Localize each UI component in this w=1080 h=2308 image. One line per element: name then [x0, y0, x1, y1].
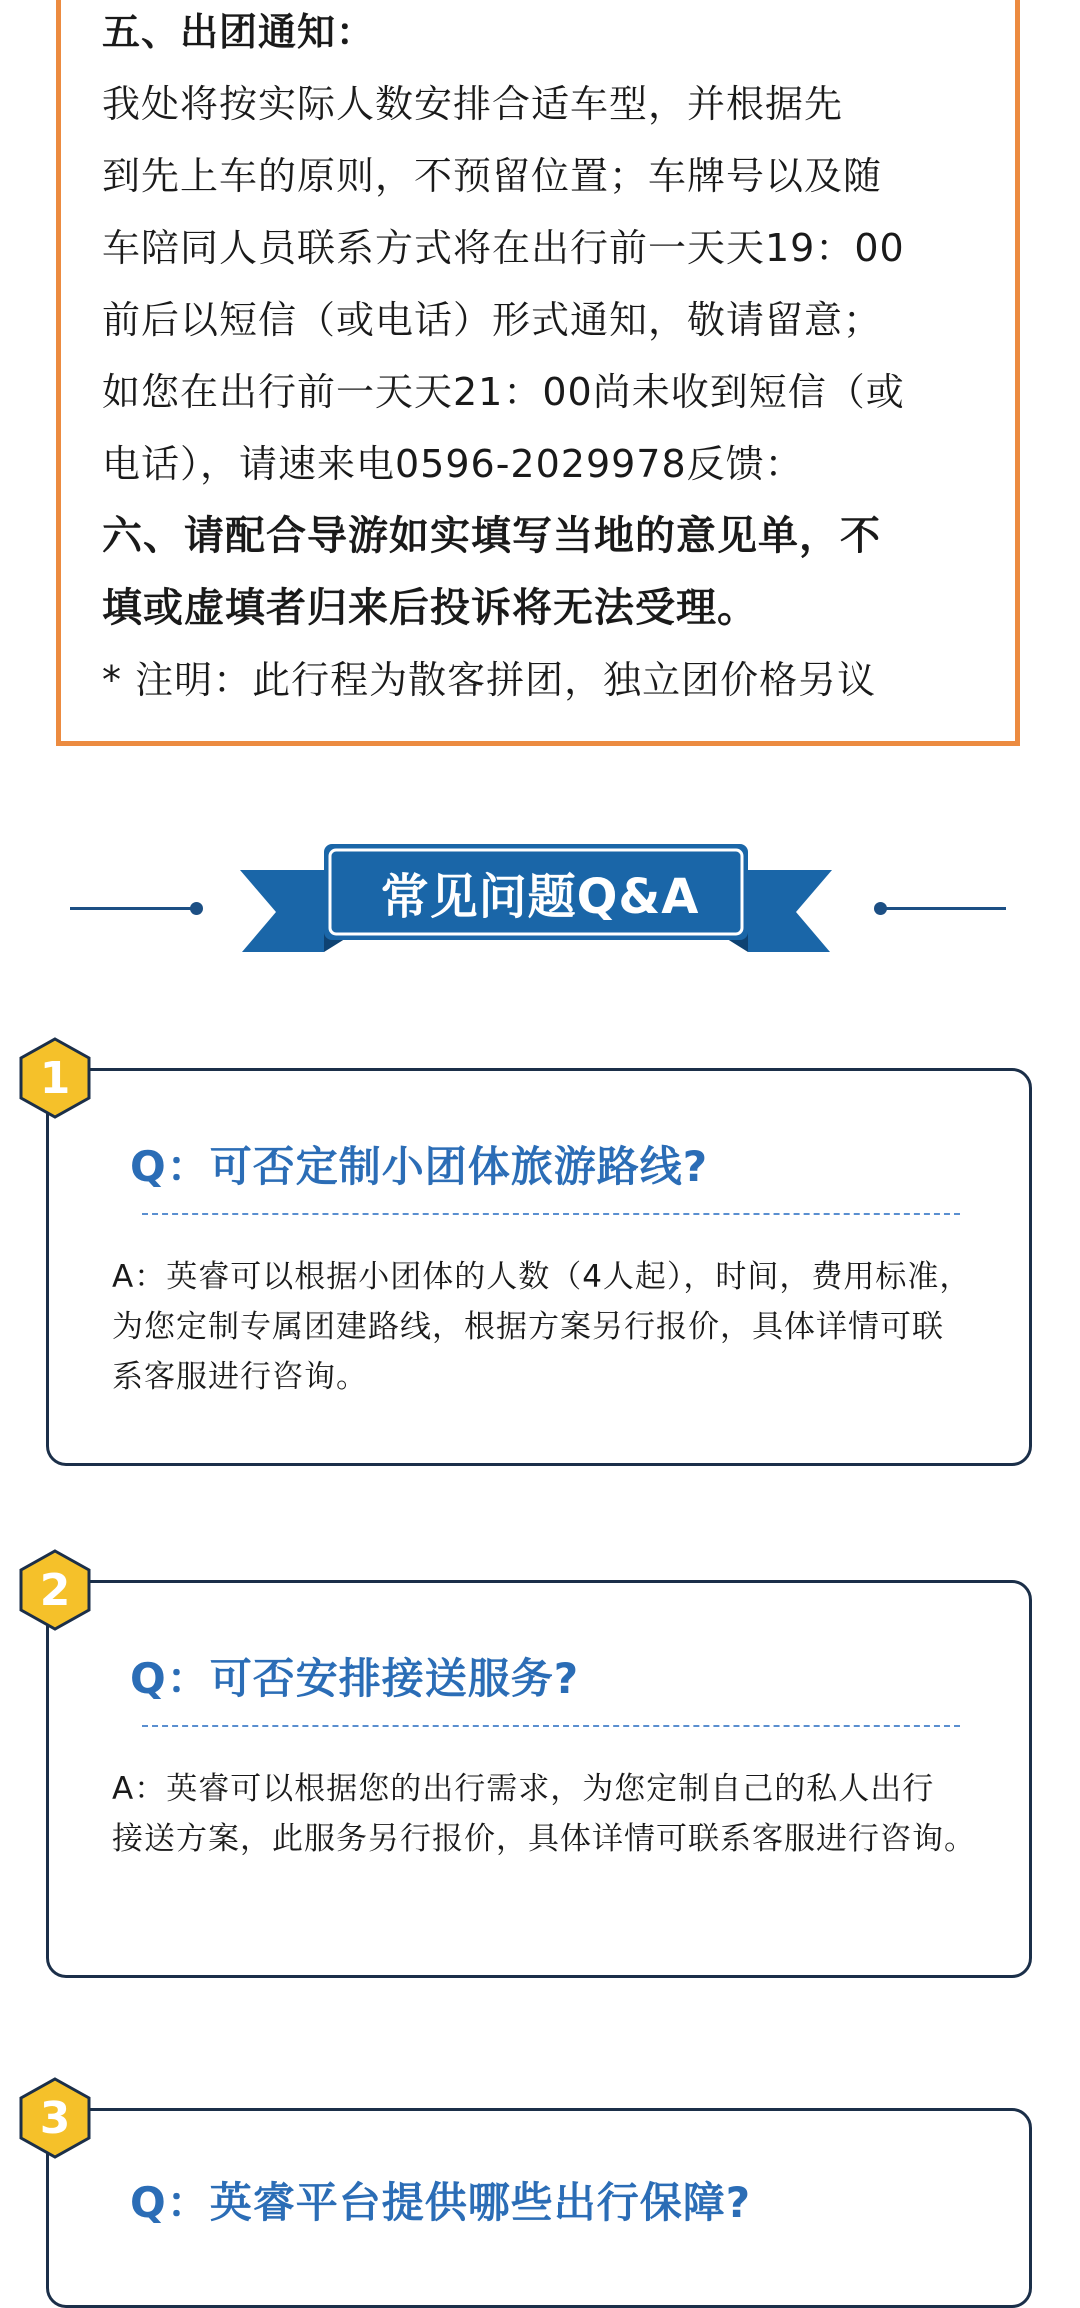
faq-divider: [142, 1725, 960, 1727]
notice-line: 到先上车的原则，不预留位置；车牌号以及随: [102, 154, 883, 198]
ribbon-divider-left: [70, 907, 194, 910]
faq-number: 2: [39, 1564, 71, 1616]
faq-answer: [112, 1764, 1024, 1864]
notice-footnote: * 注明：此行程为散客拼团，独立团价格另议: [102, 658, 877, 702]
faq-divider: [142, 1213, 960, 1215]
notice-line: 我处将按实际人数安排合适车型，并根据先: [102, 82, 844, 126]
faq-answer-line: A：英睿可以根据您的出行需求，为您定制自己的私人出行: [112, 1771, 935, 1807]
faq-question: Q：可否定制小团体旅游路线?: [130, 1142, 709, 1191]
faq-answer-line: A：英睿可以根据小团体的人数（4人起），时间，费用标准，: [112, 1259, 972, 1295]
notice-line: 如您在出行前一天天21：00尚未收到短信（或: [102, 370, 905, 414]
notice-content: [102, 0, 1002, 716]
notice-heading-6-line: 六、请配合导游如实填写当地的意见单，不: [102, 513, 881, 559]
faq-answer-line: 接送方案，此服务另行报价，具体详情可联系客服进行咨询。: [112, 1821, 976, 1857]
faq-number: 1: [39, 1052, 71, 1104]
faq-number: 3: [39, 2092, 71, 2144]
notice-line: 前后以短信（或电话）形式通知，敬请留意；: [102, 298, 883, 342]
faq-answer-line: 系客服进行咨询。: [112, 1359, 368, 1395]
faq-answer: [112, 1252, 1024, 1402]
faq-question: Q：英睿平台提供哪些出行保障?: [130, 2178, 752, 2227]
ribbon-divider-right: [880, 907, 1006, 910]
notice-line: 电话），请速来电0596-2029978反馈：: [102, 442, 804, 486]
faq-answer-line: 为您定制专属团建路线，根据方案另行报价，具体详情可联: [112, 1309, 944, 1345]
ribbon-dot-left: [190, 902, 203, 915]
faq-question: Q：可否安排接送服务?: [130, 1654, 580, 1703]
ribbon-dot-right: [874, 902, 887, 915]
notice-line: 车陪同人员联系方式将在出行前一天天19：00: [102, 226, 905, 270]
notice-heading-6-line: 填或虚填者归来后投诉将无法受理。: [102, 585, 758, 631]
section-title: 常见问题Q&A: [380, 868, 700, 925]
notice-heading-5: 五、出团通知：: [102, 10, 376, 54]
